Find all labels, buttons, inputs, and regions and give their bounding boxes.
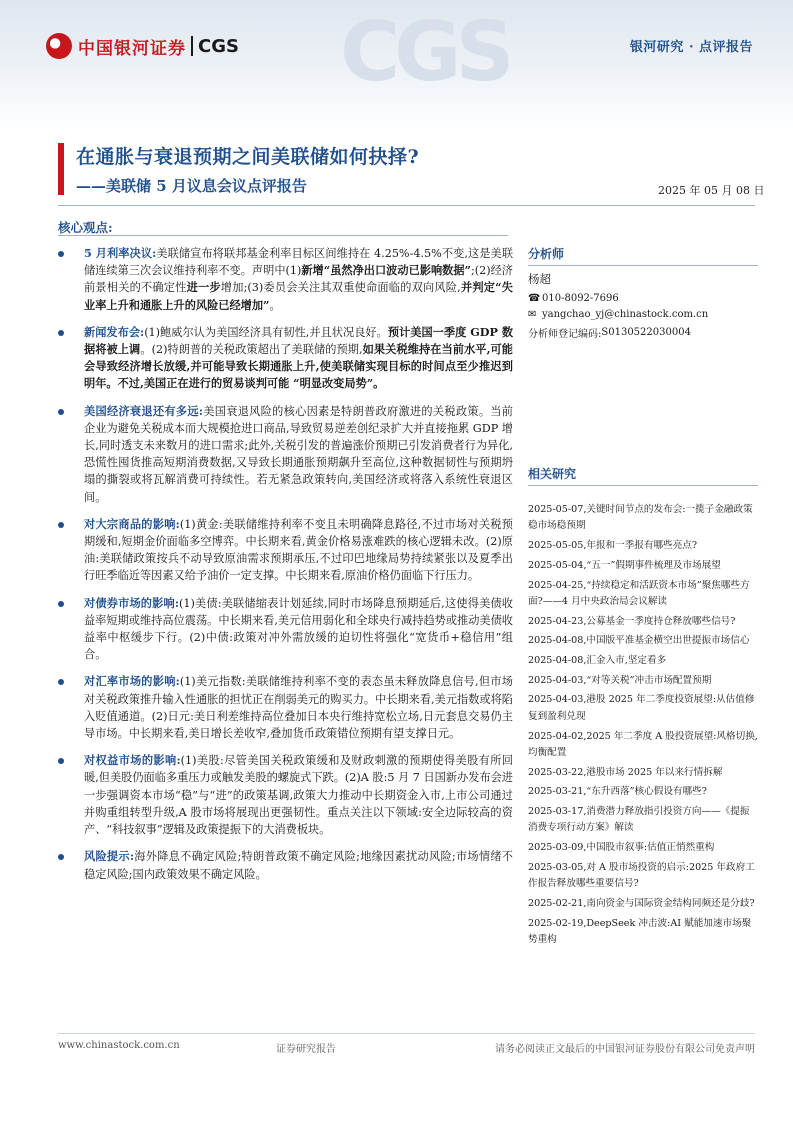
core-view-text: (1)美债:美联储缩表计划延续,同时市场降息预期延后,这使得美债收益率短期或维持高位震荡。中长期来看,美元信用弱化和全球央行减持趋势或推动美债收益率中枢缓步下行。(2)中债:政策对冲外需放缓的迫切性将强化“宽货币+稳信用”组合。: [84, 596, 513, 662]
core-view-text: 美联储宣布将联邦基金利率目标区间维持在 4.25%-4.5%不变,这是美联储连续第三次会议维持利率不变。声明中(1): [84, 247, 514, 278]
bullet-icon: [58, 679, 64, 685]
core-view-lead: 对汇率市场的影响:: [84, 674, 180, 689]
core-view-text: (1)美股:尽管美国关税政策缓和及财政刺激的预期使得美股有所回暖,但美股仍面临多重压力或触发美股的螺旋式下跌。(2)A 股:5 月 7 日国新办发布会进一步强调资本市场“稳”与“进”的政策基调,政策大力推动中长期资金入市,上市公司通过并购重组转型升级,A 股市场将展现出更强韧性。重点关注以下领域:安全边际较高的资产、“科技叙事”逻辑及政策提振下的大消费板块。: [84, 754, 513, 837]
core-view-lead: 对债券市场的影响:: [84, 595, 180, 610]
bullet-icon: [58, 522, 64, 528]
core-view-text: (1)黄金:美联储维持利率不变且未明确降息路径,不过市场对关税预期缓和,短期金价面临多空博弈。中长期来看,黄金价格易涨难跌的核心逻辑未改。(2)原油:美联储政策按兵不动导致原油需求预期承压,不过印巴地缘局势持续紧张以及夏季出行旺季临近等因素又给予油价一定支撑。中长期来看,原油价格仍面临下行压力。: [84, 517, 513, 583]
related-research-item[interactable]: 2025-04-25,“持续稳定和活跃资本市场”聚焦哪些方面?——4 月中央政治局会议解读: [528, 579, 750, 607]
related-research-item[interactable]: 2025-03-05,对 A 股市场投资的启示:2025 年政府工作报告释放哪些重要信号?: [528, 861, 755, 890]
bullet-icon: [58, 251, 64, 257]
bullet-icon: [58, 330, 64, 336]
related-research-item[interactable]: 2025-02-19,DeepSeek 冲击波:AI 赋能加速市场聚势重构: [528, 917, 752, 946]
logo-text: 中国银河证券: [78, 38, 186, 59]
bullet-icon: [58, 601, 64, 607]
core-view-emphasis: 新增“虽然净出口波动已影响数据”: [301, 263, 471, 278]
related-research-item[interactable]: 2025-03-21,“东升西落”核心假设有哪些?: [528, 786, 707, 798]
bullet-icon: [58, 409, 64, 415]
bullet-icon: [58, 854, 64, 860]
core-view-item: [58, 516, 513, 585]
analyst-heading: 分析师: [528, 245, 758, 266]
bullet-icon: [58, 758, 64, 764]
core-view-emphasis: 如果关税维持在当前水平,可能会导致经济增长放缓,并可能导致长期通胀上升,使美联储实现目标的时间点至少推迟到明年。不过,美国正在进行的贸易谈判可能 “明显改变局势”。: [84, 342, 513, 391]
related-research-item[interactable]: 2025-05-04,“五一”假期事件梳理及市场展望: [528, 559, 721, 571]
core-view-lead: 5 月利率决议:: [84, 246, 157, 260]
mail-icon: ✉: [528, 309, 537, 320]
analyst-email[interactable]: [528, 309, 758, 320]
analyst-registration: [528, 325, 758, 340]
core-view-item: [58, 595, 513, 664]
related-research-heading: 相关研究: [528, 465, 758, 486]
core-view-item: [58, 848, 513, 882]
analyst-reg-label: 分析师登记编码:: [528, 329, 602, 340]
core-views-heading: 核心观点:: [58, 220, 113, 235]
core-view-item: [58, 245, 513, 314]
footer-document-type: 证券研究报告: [276, 1044, 336, 1055]
core-view-lead: 美国经济衰退还有多远:: [84, 403, 203, 418]
core-view-item: [58, 752, 513, 838]
cgs-watermark: CGS: [340, 5, 509, 100]
logo-abbr: CGS: [198, 35, 239, 57]
core-view-emphasis: 预计美国一季度 GDP 数据将被上调: [84, 324, 514, 357]
related-research-item[interactable]: 2025-04-23,公募基金一季度持仓释放哪些信号?: [528, 615, 736, 627]
related-research-item[interactable]: 2025-04-03,港股 2025 年二季度投资展望:从估值修复到盈利兑现: [528, 694, 755, 722]
related-research-item[interactable]: 2025-05-05,年报和一季报有哪些亮点?: [528, 540, 698, 552]
page-footer: [58, 1033, 755, 1053]
core-view-text: 美国衰退风险的核心因素是特朗普政府激进的关税政策。当前企业为避免关税成本而大规模抢进口商品,导致贸易逆差创纪录扩大并直接拖累 GDP 增长,同时透支未来数月的进口需求;此外,关税引发的普遍涨价预期已引发消费者行为异化,恐慌性囤货推高短期消费数据,又导致长期通胀预期飙升至高位,这种数据韧性与预期坍塌的撕裂或将瓦解消费可持续性。若无紧急政策转向,美国经济或将落入系统性衰退区间。: [84, 404, 513, 504]
core-view-lead: 对权益市场的影响:: [84, 753, 181, 768]
related-research-item[interactable]: 2025-04-03,“对等关税”冲击市场配置预期: [528, 674, 712, 686]
report-title: 在通胀与衰退预期之间美联储如何抉择?: [76, 146, 420, 168]
analyst-phone: [528, 293, 758, 304]
core-views-list: [58, 245, 513, 893]
core-view-text: 海外降息不确定风险;特朗普政策不确定风险;地缘因素扰动风险;市场情绪不稳定风险;国内政策效果不确定风险。: [84, 850, 513, 881]
core-view-text: 。: [269, 298, 281, 312]
report-series-label: 银河研究 · 点评报告: [629, 40, 753, 55]
core-view-lead: 对大宗商品的影响:: [84, 516, 180, 531]
footer-website-link[interactable]: www.chinastock.com.cn: [58, 1040, 180, 1051]
related-research-item[interactable]: 2025-04-02,2025 年二季度 A 股投资展望:风格切换,均衡配置: [528, 730, 758, 758]
related-research-list: [528, 502, 758, 949]
title-accent-bar: [58, 143, 64, 195]
logo-emblem-icon: [46, 33, 72, 59]
analyst-name: 杨超: [528, 272, 551, 286]
related-research-item[interactable]: 2025-03-17,消费潜力释放指引投资方向——《提振消费专项行动方案》解读: [528, 806, 750, 834]
core-view-text: 增加;(3)委员会关注其双重使命面临的双向风险,: [220, 281, 461, 295]
analyst-panel: [528, 245, 758, 345]
related-research-item[interactable]: 2025-03-22,港股市场 2025 年以来行情拆解: [528, 766, 723, 778]
core-view-text: (1)美元指数:美联储维持利率不变的表态虽未释放降息信号,但市场对关税政策推升输入性通胀的担忧正在削弱美元的购买力。中长期来看,美元指数或将陷入贬值通道。(2)日元:美日利差维持高位叠加日本央行维持宽松立场,日元套息交易仍主导市场。中长期来看,美日增长差收窄,叠加货币政策错位预期有望支撑日元。: [84, 675, 513, 741]
related-research-item[interactable]: 2025-04-08,中国版平准基金横空出世提振市场信心: [528, 635, 750, 647]
related-research-panel: [528, 465, 758, 952]
core-view-emphasis: 并判定“失业率上升和通胀上升的风险已经增加”: [84, 280, 513, 312]
phone-icon: ☎: [528, 293, 541, 304]
report-date: 2025 年 05 月 08 日: [658, 184, 765, 197]
related-research-item[interactable]: 2025-03-09,中国股市叙事:估值正悄然重构: [528, 842, 715, 854]
title-divider: [58, 205, 755, 206]
core-view-item: [58, 403, 513, 506]
core-views-divider: [58, 235, 508, 236]
core-view-emphasis: 进一步: [186, 280, 221, 295]
analyst-phone-number: 010-8092-7696: [542, 293, 619, 304]
analyst-reg-code: S0130522030004: [601, 327, 691, 338]
core-view-lead: 新闻发布会:: [84, 324, 145, 339]
core-view-text: ;(2)经济前景相关的不确定性: [84, 264, 513, 295]
analyst-email-address[interactable]: yangchao_yj@chinastock.com.cn: [542, 309, 709, 320]
core-view-text: 。(2)特朗普的关税政策超出了美联储的预期,: [140, 343, 363, 357]
report-subtitle: ——美联储 5 月议息会议点评报告: [76, 177, 307, 195]
related-research-item[interactable]: 2025-02-21,南向资金与国际资金结构同频还是分歧?: [528, 897, 755, 909]
company-logo: [46, 33, 239, 59]
core-view-item: [58, 324, 513, 393]
footer-disclaimer: 请务必阅读正文最后的中国银河证券股份有限公司免责声明: [495, 1044, 755, 1055]
related-research-item[interactable]: 2025-04-08,汇金入市,坚定看多: [528, 655, 667, 667]
logo-divider: [191, 36, 193, 56]
core-view-text: (1)鲍威尔认为美国经济具有韧性,并且状况良好。: [144, 325, 388, 339]
core-view-item: [58, 673, 513, 742]
core-view-lead: 风险提示:: [84, 849, 134, 864]
related-research-item[interactable]: 2025-05-07,关键时间节点的发布会:一揽子金融政策稳市场稳预期: [528, 504, 753, 532]
